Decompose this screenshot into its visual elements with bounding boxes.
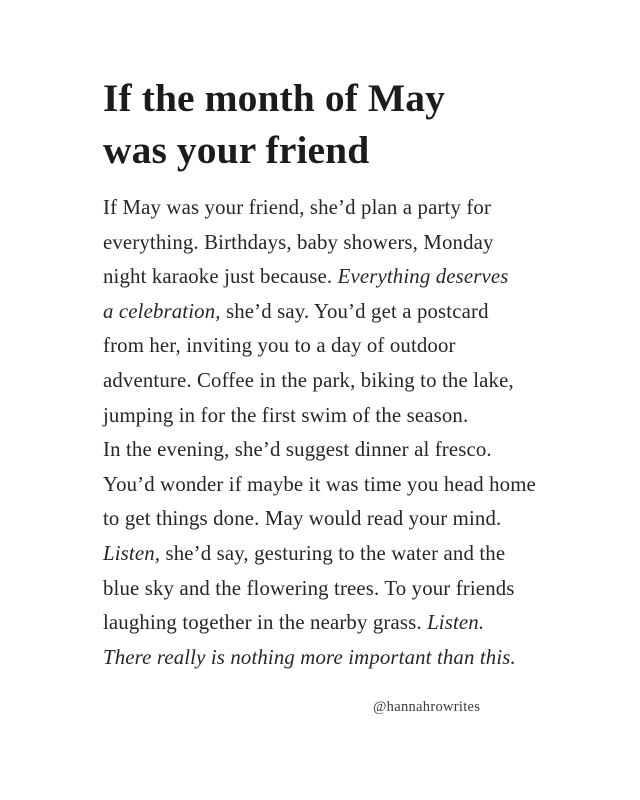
author-handle: @hannahrowrites [373,699,481,715]
body-line-2: everything. Birthdays, baby showers, Monday [103,230,494,254]
body-line-11-italic: Listen, [103,541,161,565]
body-line-4-text: she’d say. You’d get a postcard [220,299,489,323]
page-title [103,72,583,176]
body-line-3 [103,260,603,295]
body-line-6: adventure. Coffee in the park, biking to the lake, [103,368,514,392]
body-line-8: In the evening, she’d suggest dinner al fresco. [103,438,492,462]
body-line-11 [103,537,603,572]
title-line-2: was your friend [103,128,370,172]
body-line-14: There really is nothing more important than this. [103,645,516,669]
body-line-12: blue sky and the flowering trees. To your friends [103,576,515,600]
body-line-13 [103,606,603,641]
body-line-1: If May was your friend, she’d plan a party for [103,196,492,219]
title-line-1: If the month of May [103,76,446,120]
body-line-11-text: she’d say, gesturing to the water and the [160,541,506,565]
body-line-13-italic: Listen. [427,611,485,635]
body-line-7: jumping in for the first swim of the season. [103,403,469,427]
body-line-4 [103,295,603,330]
body-paragraph [103,191,603,675]
body-line-9: You’d wonder if maybe it was time you head home [103,472,536,496]
body-line-3-italic: Everything deserves [337,265,509,289]
body-line-5: from her, inviting you to a day of outdoor [103,334,456,358]
body-line-3-text: night karaoke just because. [103,265,338,289]
body-line-13-text: laughing together in the nearby grass. [103,611,428,635]
body-line-4-italic: a celebration, [103,299,221,323]
body-line-10: to get things done. May would read your mind. [103,507,502,531]
